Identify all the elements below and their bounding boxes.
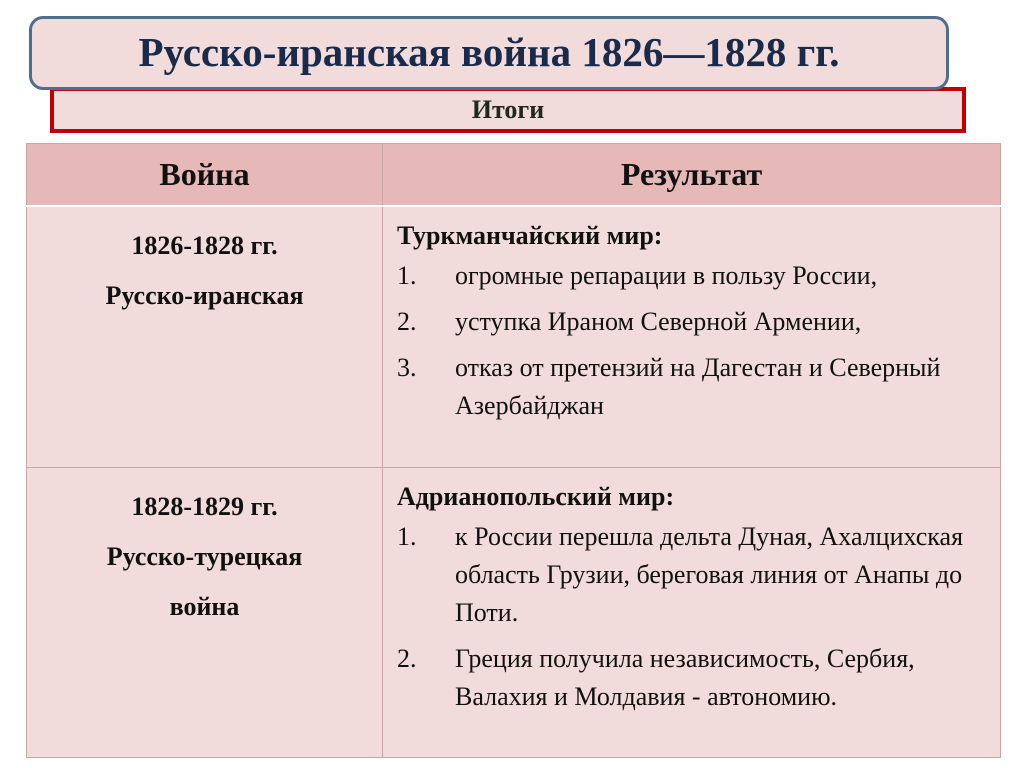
result-list — [397, 518, 992, 716]
war-name-continued: война — [169, 592, 240, 621]
item-text: отказ от претензий на Дагестан и Северный Азербайджан — [455, 352, 941, 420]
item-text: огромные репарации в пользу России, — [455, 260, 878, 290]
item-text: к России перешла дельта Дуная, Ахалцихская область Грузии, береговая линия от Анапы до Поти. — [455, 522, 964, 627]
header-result: Результат — [383, 144, 1001, 206]
list-item — [397, 257, 992, 295]
result-cell — [383, 468, 1001, 758]
result-list — [397, 257, 992, 425]
list-item — [397, 518, 992, 632]
page-title: Русско-иранская война 1826—1828 гг. — [138, 29, 840, 75]
table-row — [27, 206, 1001, 468]
item-number: 2. — [397, 644, 417, 673]
war-cell — [27, 468, 383, 758]
title-banner — [29, 16, 949, 90]
item-text: Греция получила независимость, Сербия, Валахия и Молдавия - автономию. — [455, 644, 915, 711]
item-number: 1. — [397, 260, 417, 290]
table-header-row — [27, 144, 1001, 206]
treaty-name: Адрианопольский мир: — [397, 482, 675, 511]
war-cell — [27, 206, 383, 468]
subtitle: Итоги — [471, 95, 545, 124]
item-number: 1. — [397, 522, 417, 551]
war-name: Русско-турецкая — [106, 542, 303, 571]
list-item — [397, 349, 992, 425]
list-item — [397, 303, 992, 341]
war-years: 1828-1829 гг. — [131, 492, 278, 521]
table-row — [27, 468, 1001, 758]
item-text: уступка Ираном Северной Армении, — [455, 306, 862, 336]
results-table — [26, 143, 1001, 758]
subtitle-banner — [50, 87, 966, 133]
item-number: 3. — [397, 352, 417, 382]
war-name: Русско-иранская — [105, 280, 304, 310]
result-cell — [383, 206, 1001, 468]
list-item — [397, 640, 992, 716]
item-number: 2. — [397, 306, 417, 336]
treaty-name: Туркманчайский мир: — [397, 220, 663, 250]
war-years: 1826-1828 гг. — [131, 230, 278, 260]
header-war: Война — [27, 144, 383, 206]
